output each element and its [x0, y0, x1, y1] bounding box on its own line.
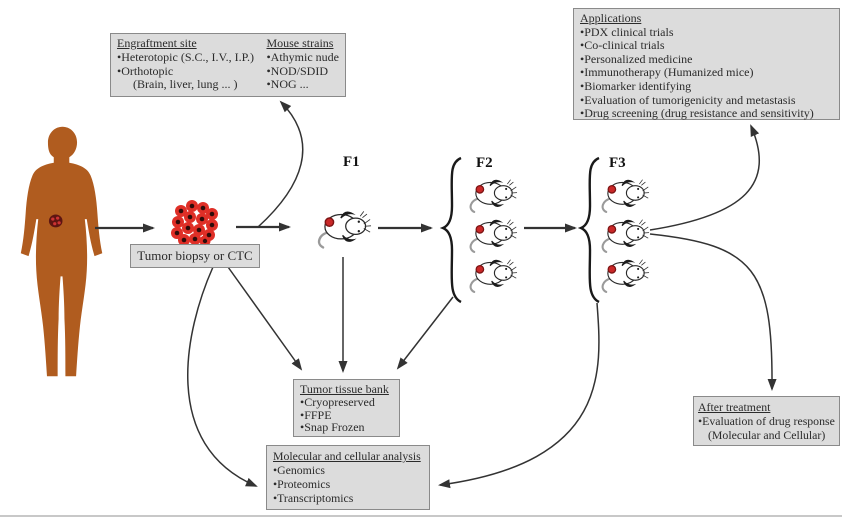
after-treatment-box	[693, 396, 840, 446]
tumor-biopsy-label: Tumor biopsy or CTC	[130, 244, 260, 268]
application-item: •Personalized medicine	[580, 51, 693, 66]
after-treatment-header: After treatment	[698, 400, 771, 414]
tissue-bank-header: Tumor tissue bank	[300, 382, 389, 396]
f2-mouse-icon	[471, 180, 517, 212]
f3-mouse-icon	[603, 260, 649, 292]
after-treatment-item: •Evaluation of drug response	[698, 414, 835, 428]
mouse-strains-column	[266, 37, 339, 93]
arrow-biopsy-to-bank	[228, 267, 301, 369]
mouse-strain-item: •NOG ...	[266, 77, 309, 92]
tissue-bank-item: •Snap Frozen	[300, 420, 365, 435]
engraftment-item: •Orthotopic	[117, 63, 174, 78]
application-item: •Biomarker identifying	[580, 78, 692, 93]
after-treatment-item: (Molecular and Cellular)	[708, 428, 826, 442]
tissue-bank-item: •Cryopreserved	[300, 394, 375, 409]
arrow-f3-to-applications	[650, 126, 759, 230]
application-item: •Drug screening (drug resistance and sensitivity)	[580, 106, 814, 121]
arrow-f2-to-bank	[398, 297, 453, 368]
engraftment-mouse-strains-box	[110, 33, 346, 97]
molecular-analysis-box	[266, 445, 430, 510]
application-item: •Evaluation of tumorigenicity and metastasis	[580, 92, 796, 107]
application-item: •Immunotherapy (Humanized mice)	[580, 65, 754, 80]
molecular-item: •Transcriptomics	[273, 491, 354, 505]
f1-label: F1	[343, 154, 360, 170]
arrow-f3-to-molecular	[440, 303, 599, 485]
f3-brace	[581, 158, 599, 302]
tumor-tissue-bank-box	[293, 379, 400, 437]
molecular-item: •Genomics	[273, 463, 325, 477]
engraftment-item: •Heterotopic (S.C., I.V., I.P.)	[117, 49, 254, 64]
engraftment-site-column	[117, 37, 258, 93]
f3-mouse-icon	[603, 180, 649, 212]
engraftment-item: (Brain, liver, lung ... )	[133, 77, 238, 92]
mouse-strain-item: •Athymic nude	[266, 49, 339, 64]
f2-mouse-icon	[471, 260, 517, 292]
f2-mouse-icon	[471, 220, 517, 252]
human-patient-icon	[21, 127, 102, 377]
arrow-to-engraftment-box	[258, 102, 303, 227]
tumor-cluster-icon	[171, 200, 218, 247]
f2-brace	[443, 158, 461, 302]
f3-label: F3	[609, 155, 626, 171]
molecular-analysis-header: Molecular and cellular analysis	[273, 449, 421, 463]
f1-mouse-icon	[319, 211, 371, 247]
applications-box	[573, 8, 840, 120]
application-item: •PDX clinical trials	[580, 24, 674, 39]
engraftment-site-header: Engraftment site	[117, 36, 197, 50]
f2-label: F2	[476, 155, 493, 171]
molecular-item: •Proteomics	[273, 477, 331, 491]
patient-tumor-icon	[49, 214, 63, 227]
mouse-strain-item: •NOD/SDID	[266, 63, 329, 78]
f3-mouse-icon	[603, 220, 649, 252]
application-item: •Co-clinical trials	[580, 38, 665, 53]
applications-header: Applications	[580, 11, 642, 25]
mouse-strains-header: Mouse strains	[266, 36, 334, 50]
arrow-f3-to-after-treatment	[650, 234, 772, 389]
tissue-bank-item: •FFPE	[300, 407, 332, 422]
arrow-biopsy-to-molecular	[188, 267, 256, 486]
